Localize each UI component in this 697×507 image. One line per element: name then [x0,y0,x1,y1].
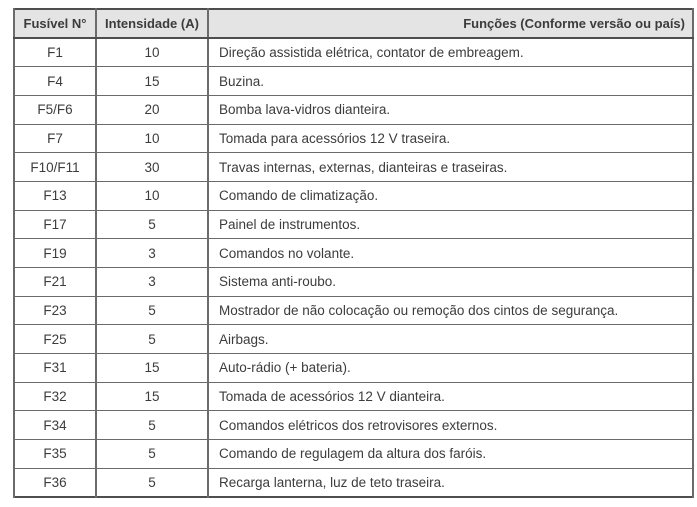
fuse-number-cell: F36 [14,468,96,497]
header-functions: Funções (Conforme versão ou país) [208,9,693,38]
fuse-number-cell: F23 [14,296,96,325]
fuse-number-cell: F35 [14,440,96,469]
function-cell: Comandos elétricos dos retrovisores externos. [208,411,693,440]
table-row [14,181,693,210]
header-row [14,9,693,38]
table-row [14,382,693,411]
function-cell: Tomada de acessórios 12 V dianteira. [208,382,693,411]
table-row [14,153,693,182]
table-row [14,440,693,469]
fuse-number-cell: F7 [14,124,96,153]
function-cell: Comandos no volante. [208,239,693,268]
table-row [14,325,693,354]
function-cell: Sistema anti-roubo. [208,268,693,297]
table-row [14,38,693,67]
intensity-cell: 10 [96,38,208,67]
intensity-cell: 3 [96,268,208,297]
fuse-number-cell: F31 [14,354,96,383]
function-cell: Recarga lanterna, luz de teto traseira. [208,468,693,497]
table-body [14,38,693,497]
intensity-cell: 15 [96,382,208,411]
intensity-cell: 20 [96,95,208,124]
intensity-cell: 3 [96,239,208,268]
table-header [14,9,693,38]
table-row [14,210,693,239]
fuse-number-cell: F34 [14,411,96,440]
fuse-table [13,8,694,498]
intensity-cell: 5 [96,210,208,239]
table-row [14,296,693,325]
header-intensity: Intensidade (A) [96,9,208,38]
table-row [14,124,693,153]
intensity-cell: 15 [96,67,208,96]
function-cell: Airbags. [208,325,693,354]
intensity-cell: 5 [96,411,208,440]
table-row [14,67,693,96]
table-row [14,239,693,268]
function-cell: Bomba lava-vidros dianteira. [208,95,693,124]
fuse-number-cell: F4 [14,67,96,96]
fuse-number-cell: F17 [14,210,96,239]
table-row [14,411,693,440]
function-cell: Auto-rádio (+ bateria). [208,354,693,383]
function-cell: Comando de regulagem da altura dos faróis. [208,440,693,469]
function-cell: Comando de climatização. [208,181,693,210]
function-cell: Buzina. [208,67,693,96]
function-cell: Painel de instrumentos. [208,210,693,239]
fuse-number-cell: F13 [14,181,96,210]
intensity-cell: 5 [96,325,208,354]
function-cell: Direção assistida elétrica, contator de embreagem. [208,38,693,67]
fuse-number-cell: F32 [14,382,96,411]
intensity-cell: 5 [96,440,208,469]
fuse-number-cell: F1 [14,38,96,67]
table-row [14,268,693,297]
intensity-cell: 10 [96,181,208,210]
fuse-number-cell: F25 [14,325,96,354]
intensity-cell: 30 [96,153,208,182]
table-row [14,468,693,497]
fuse-number-cell: F21 [14,268,96,297]
intensity-cell: 15 [96,354,208,383]
table-row [14,95,693,124]
function-cell: Tomada para acessórios 12 V traseira. [208,124,693,153]
intensity-cell: 5 [96,468,208,497]
header-fuse-number: Fusível N° [14,9,96,38]
function-cell: Mostrador de não colocação ou remoção dos cintos de segurança. [208,296,693,325]
table-row [14,354,693,383]
fuse-number-cell: F5/F6 [14,95,96,124]
intensity-cell: 10 [96,124,208,153]
fuse-number-cell: F10/F11 [14,153,96,182]
intensity-cell: 5 [96,296,208,325]
function-cell: Travas internas, externas, dianteiras e traseiras. [208,153,693,182]
fuse-number-cell: F19 [14,239,96,268]
